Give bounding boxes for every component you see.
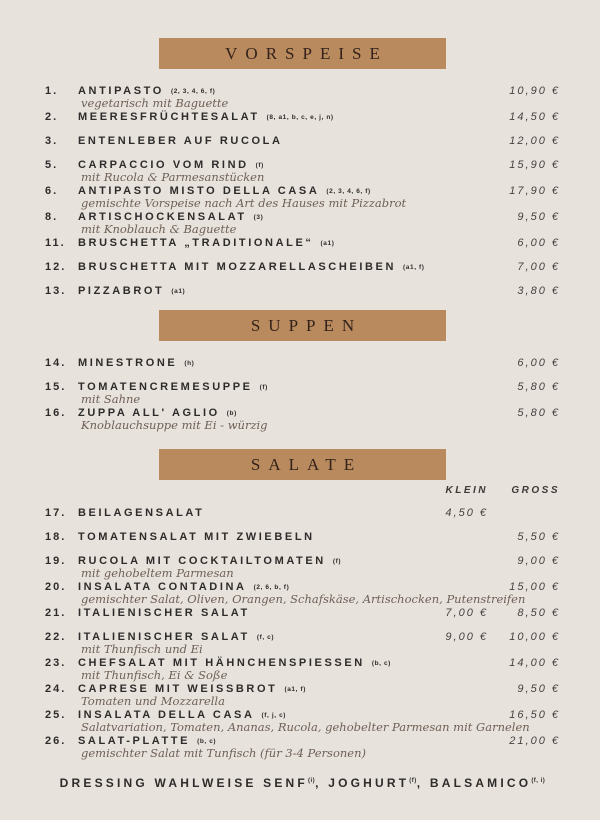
section-salate — [45, 449, 560, 760]
item-name: INSALATA DELLA CASA — [78, 709, 255, 721]
item-price-klein: 4,50 € — [445, 507, 488, 519]
item-allergens: (f, c) — [256, 634, 275, 641]
item-allergens: (h) — [184, 360, 195, 367]
menu-item — [45, 357, 560, 369]
section-header-suppen — [159, 310, 446, 341]
menu-item — [45, 237, 560, 249]
menu-item — [45, 507, 560, 519]
item-description: Tomaten und Mozzarella — [81, 694, 225, 708]
item-allergens: (3) — [253, 214, 264, 221]
item-number: 13. — [45, 285, 67, 297]
item-name: ANTIPASTO — [78, 85, 164, 97]
menu-item — [45, 709, 560, 734]
item-allergens: (b, c) — [371, 660, 391, 667]
item-name: CAPRESE MIT WEISSBROT — [78, 683, 278, 695]
menu-item — [45, 135, 560, 147]
item-name: RUCOLA MIT COCKTAILTOMATEN — [78, 555, 326, 567]
item-price-gross: 21,00 € — [509, 735, 560, 747]
dressing-allergen-balsamico: (f, i) — [531, 778, 546, 784]
item-allergens: (b) — [226, 410, 237, 417]
item-price: 12,00 € — [509, 135, 560, 147]
item-number: 6. — [45, 185, 59, 197]
dressing-allergen-senf: (i) — [307, 778, 316, 784]
menu-item — [45, 657, 560, 682]
menu-item — [45, 185, 560, 210]
section-title: SALATE — [250, 454, 363, 474]
item-description: mit gehobeltem Parmesan — [81, 566, 234, 580]
menu-item — [45, 531, 560, 543]
item-price-gross: 9,00 € — [517, 555, 560, 567]
section-title: VORSPEISE — [225, 43, 388, 63]
menu-item — [45, 285, 560, 297]
item-number: 24. — [45, 683, 67, 695]
item-number: 22. — [45, 631, 67, 643]
item-description: vegetarisch mit Baguette — [81, 96, 229, 110]
menu-item — [45, 683, 560, 708]
item-name: BRUSCHETTA MIT MOZZARELLASCHEIBEN — [78, 261, 397, 273]
item-number: 8. — [45, 211, 59, 223]
item-price-gross: 14,00 € — [509, 657, 560, 669]
item-name: TOMATENCREMESUPPE — [78, 381, 253, 393]
item-description: Knoblauchsuppe mit Ei - würzig — [81, 418, 268, 432]
item-number: 21. — [45, 607, 67, 619]
item-number: 15. — [45, 381, 67, 393]
item-price-klein: 7,00 € — [445, 607, 488, 619]
item-number: 18. — [45, 531, 67, 543]
item-name: ARTISCHOCKENSALAT — [78, 211, 247, 223]
item-name: ENTENLEBER AUF RUCOLA — [78, 135, 283, 147]
item-price-klein: 9,00 € — [445, 631, 488, 643]
item-number: 5. — [45, 159, 59, 171]
item-price-gross: 8,50 € — [517, 607, 560, 619]
column-klein: KLEIN — [445, 485, 488, 496]
item-description: mit Thunfisch und Ei — [81, 642, 203, 656]
item-allergens: (2, 3, 4, 6, f) — [326, 188, 371, 195]
section-suppen — [45, 310, 560, 432]
item-name: ITALIENISCHER SALAT — [78, 631, 250, 643]
menu-item — [45, 607, 560, 619]
item-allergens: (f) — [332, 558, 342, 565]
menu-item — [45, 159, 560, 184]
item-allergens: (2, 6, b, f) — [253, 584, 290, 591]
item-allergens: (f) — [259, 384, 268, 391]
item-number: 17. — [45, 507, 67, 519]
dressing-note-text: , JOGHURT — [315, 776, 410, 790]
item-allergens: (f, j, c) — [261, 712, 287, 719]
item-description: gemischter Salat, Oliven, Orangen, Schafskäse, Artischocken, Putenstreifen — [81, 592, 526, 606]
item-number: 1. — [45, 85, 59, 97]
item-name: TOMATENSALAT MIT ZWIEBELN — [78, 531, 315, 543]
section-header-salate — [159, 449, 446, 480]
item-name: ZUPPA ALL' AGLIO — [78, 407, 220, 419]
column-gross: GROSS — [511, 485, 560, 496]
menu-item — [45, 85, 560, 110]
item-number: 14. — [45, 357, 67, 369]
dressing-note-text: , BALSAMICO — [416, 776, 532, 790]
item-price: 14,50 € — [509, 111, 560, 123]
item-price: 3,80 € — [517, 285, 560, 297]
section-header-vorspeise — [159, 38, 446, 69]
item-price-gross: 10,00 € — [509, 631, 560, 643]
item-allergens: (2, 3, 4, 6, f) — [170, 88, 216, 95]
item-description: gemischter Salat mit Tunfisch (für 3-4 Personen) — [81, 746, 366, 760]
item-name: CHEFSALAT MIT HÄHNCHENSPIESSEN — [78, 657, 365, 669]
menu-item — [45, 555, 560, 580]
menu-item — [45, 581, 560, 606]
section-vorspeise — [45, 38, 560, 297]
item-price: 15,90 € — [509, 159, 560, 171]
item-price-gross: 16,50 € — [509, 709, 560, 721]
menu-item — [45, 111, 560, 123]
menu-item — [45, 407, 560, 432]
item-price: 5,80 € — [517, 407, 560, 419]
item-price-gross: 9,50 € — [517, 683, 560, 695]
dressing-note — [45, 776, 560, 790]
item-allergens: (f) — [255, 162, 264, 169]
item-number: 20. — [45, 581, 67, 593]
size-columns-header — [45, 485, 560, 496]
item-allergens: (a1, f) — [403, 264, 425, 271]
item-description: gemischte Vorspeise nach Art des Hauses mit Pizzabrot — [81, 196, 407, 210]
item-number: 16. — [45, 407, 67, 419]
item-number: 26. — [45, 735, 67, 747]
item-name: MINESTRONE — [78, 357, 178, 369]
item-allergens: (b, c) — [197, 738, 217, 745]
item-name: ITALIENISCHER SALAT — [78, 607, 250, 619]
menu-item — [45, 261, 560, 273]
dressing-note-text: DRESSING WAHLWEISE SENF — [59, 776, 308, 790]
item-number: 11. — [45, 237, 66, 249]
section-title: SUPPEN — [250, 315, 363, 335]
item-name: INSALATA CONTADINA — [78, 581, 247, 593]
item-price-gross: 5,50 € — [517, 531, 560, 543]
item-number: 12. — [45, 261, 67, 273]
item-name: BEILAGENSALAT — [78, 507, 205, 519]
item-price-gross: 15,00 € — [509, 581, 560, 593]
menu-item — [45, 735, 560, 760]
item-price: 5,80 € — [517, 381, 560, 393]
item-description: mit Knoblauch & Baguette — [81, 222, 237, 236]
item-description: mit Rucola & Parmesanstücken — [81, 170, 265, 184]
item-number: 25. — [45, 709, 67, 721]
item-name: BRUSCHETTA „TRADITIONALE“ — [78, 237, 314, 249]
item-allergens: (8, a1, b, c, e, j, n) — [266, 114, 334, 121]
item-name: SALAT-PLATTE — [78, 735, 191, 747]
item-name: MEERESFRÜCHTESALAT — [78, 111, 260, 123]
item-number: 23. — [45, 657, 67, 669]
item-allergens: (a1) — [171, 288, 186, 295]
item-price: 6,00 € — [517, 237, 560, 249]
item-description: Salatvariation, Tomaten, Ananas, Rucola, gehobelter Parmesan mit Garnelen — [81, 720, 530, 734]
menu-item — [45, 631, 560, 656]
item-number: 3. — [45, 135, 59, 147]
item-price: 9,50 € — [517, 211, 560, 223]
item-price: 7,00 € — [517, 261, 560, 273]
menu-item — [45, 211, 560, 236]
item-name: ANTIPASTO MISTO DELLA CASA — [78, 185, 320, 197]
item-price: 6,00 € — [517, 357, 560, 369]
item-allergens: (a1, f) — [284, 686, 306, 693]
item-name: PIZZABROT — [78, 285, 165, 297]
menu-item — [45, 381, 560, 406]
item-number: 19. — [45, 555, 67, 567]
item-number: 2. — [45, 111, 59, 123]
item-description: mit Sahne — [81, 392, 141, 406]
item-description: mit Thunfisch, Ei & Soße — [81, 668, 228, 682]
item-name: CARPACCIO VOM RIND — [78, 159, 249, 171]
dressing-allergen-joghurt: (f) — [409, 778, 417, 784]
item-price: 17,90 € — [509, 185, 560, 197]
item-allergens: (a1) — [320, 240, 335, 247]
item-price: 10,90 € — [509, 85, 560, 97]
